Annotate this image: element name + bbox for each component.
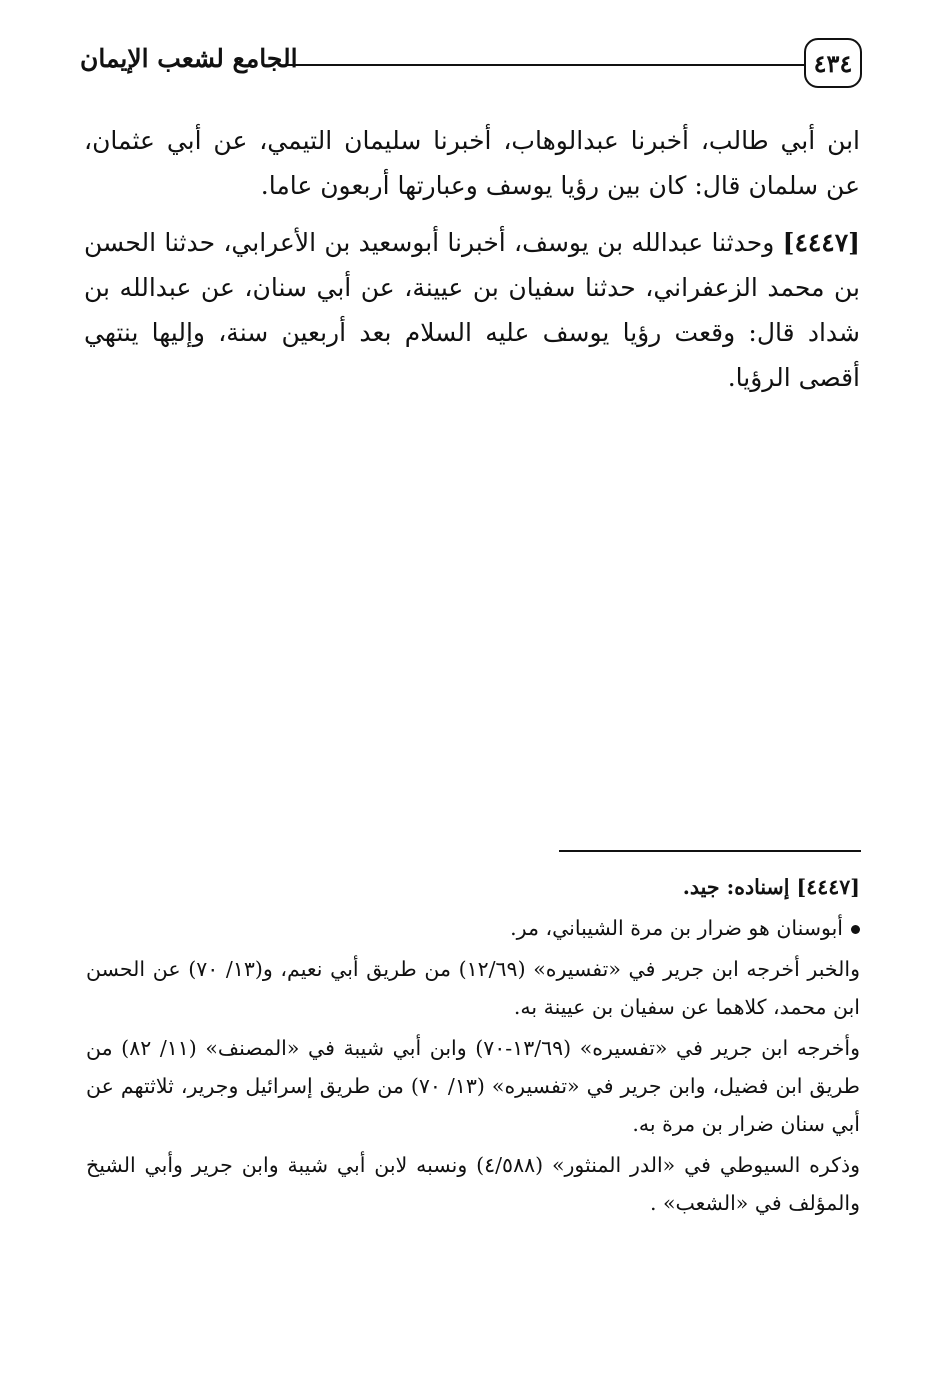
footnote-bullet-text: أبوسنان هو ضرار بن مرة الشيباني، مر.: [510, 916, 843, 940]
footnote-paragraph: وذكره السيوطي في «الدر المنثور» (٤/٥٨٨) ونسبه لابن أبي شيبة وابن جرير وأبي الشيخ والمؤلف في «الشعب» .: [86, 1153, 861, 1215]
footnote-heading: [٤٤٤٧] إسناده: جيد.: [682, 875, 860, 899]
hadith-text: وحدثنا عبدالله بن يوسف، أخبرنا أبوسعيد بن الأعرابي، حدثنا الحسن بن محمد الزعفراني، حدثنا سفيان بن عيينة، عن أبي سنان، عن عبدالله بن شداد قال: وقعت رؤيا يوسف عليه السلام بعد أربعين سنة، وإليها ينتهي أقصى الرؤيا.: [84, 228, 860, 392]
footnote-paragraph: وأخرجه ابن جرير في «تفسيره» (١٣/٦٩-٧٠) وابن أبي شيبة في «المصنف» (١١/ ٨٢) من طريق ابن فضيل، وابن جرير في «تفسيره» (١٣/ ٧٠) من طريق إسرائيل وجرير، ثلاثتهم عن أبي سنان ضرار بن مرة به.: [86, 1036, 860, 1136]
bullet-icon: [851, 925, 860, 934]
footnote-paragraph: والخبر أخرجه ابن جرير في «تفسيره» (١٢/٦٩) من طريق أبي نعيم، و(١٣/ ٧٠) عن الحسن ابن محمد، كلاهما عن سفيان بن عيينة به.: [86, 957, 861, 1019]
footnote-label: [86, 868, 860, 906]
page-header: [80, 30, 862, 96]
footnote-separator: [559, 850, 861, 852]
book-title: الجامع لشعب الإيمان: [80, 44, 298, 73]
paragraph-hadith: [84, 220, 860, 400]
footnotes: [86, 868, 860, 1225]
hadith-number: [٤٤٤٧]: [782, 228, 860, 257]
main-text: [84, 118, 860, 412]
header-rule: [285, 64, 804, 66]
paragraph-continuation: ابن أبي طالب، أخبرنا عبدالوهاب، أخبرنا سليمان التيمي، عن أبي عثمان، عن سلمان قال: كان بين رؤيا يوسف وعبارتها أربعون عاما.: [84, 126, 860, 200]
page-number: ٤٣٤: [804, 38, 862, 88]
footnote-bullet: [86, 909, 860, 947]
